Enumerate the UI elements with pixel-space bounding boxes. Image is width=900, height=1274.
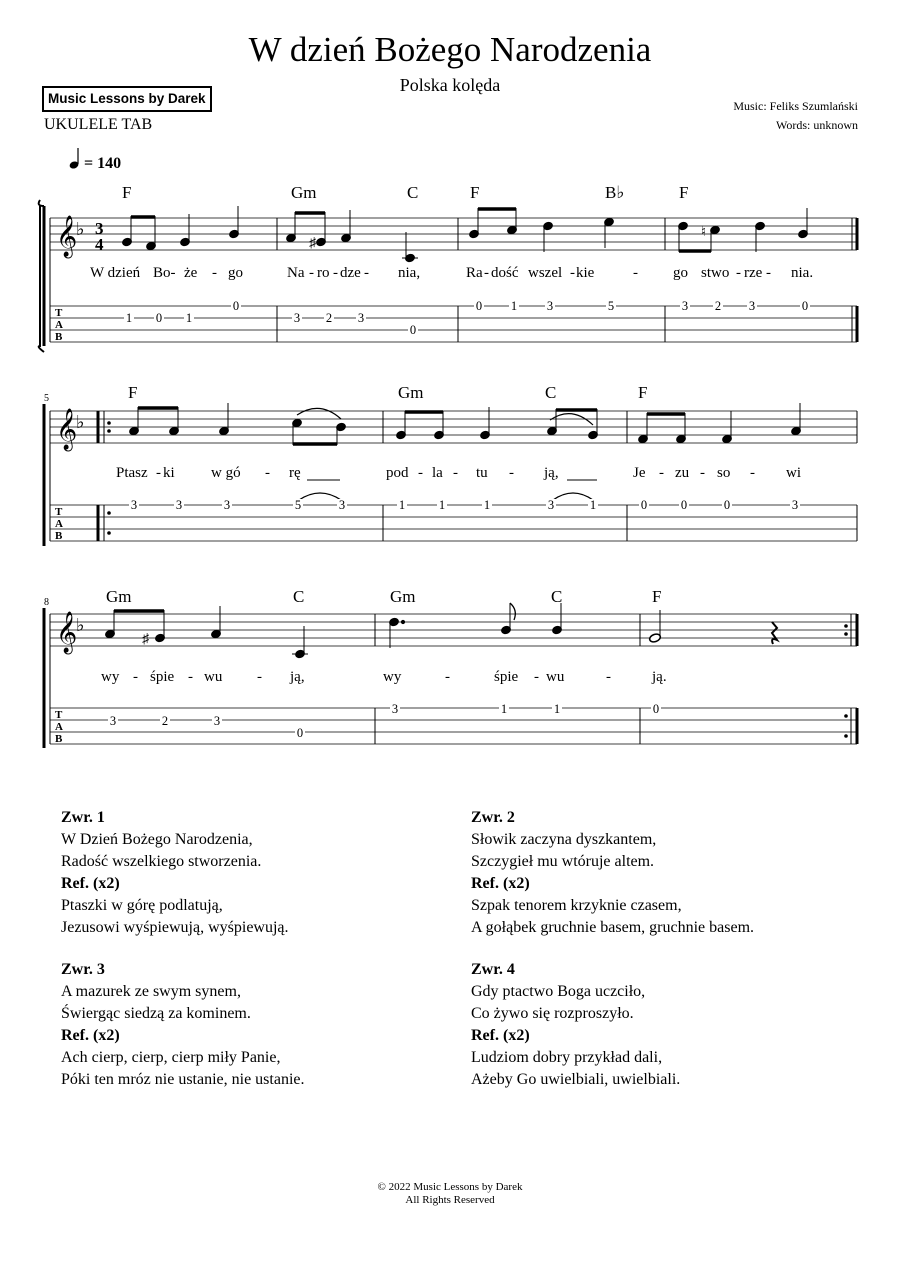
refrain-label: Ref. (x2) bbox=[61, 875, 120, 892]
verse-line: Szczygieł mu wtóruje altem. bbox=[471, 853, 655, 870]
lyric: - bbox=[309, 265, 314, 281]
verse-label: Zwr. 2 bbox=[471, 809, 515, 826]
lyric: - bbox=[445, 669, 450, 685]
tab-fret: 1 bbox=[589, 498, 597, 512]
lyric: - bbox=[700, 465, 705, 481]
lyric: - bbox=[484, 265, 489, 281]
tab-fret: 0 bbox=[652, 702, 660, 716]
tab-fret: 5 bbox=[294, 498, 302, 512]
brand-label: Music Lessons by Darek bbox=[42, 86, 212, 112]
tab-fret: 1 bbox=[398, 498, 406, 512]
verse-2 bbox=[471, 807, 754, 939]
lyric: - bbox=[418, 465, 423, 481]
tab-fret: 0 bbox=[409, 323, 417, 337]
treble-clef-icon: 𝄞 bbox=[56, 216, 78, 256]
lyric: wszel bbox=[528, 265, 563, 281]
tab-fret: 0 bbox=[680, 498, 688, 512]
chord: Gm bbox=[390, 587, 416, 606]
lyric: - bbox=[570, 265, 575, 281]
lyric: pod bbox=[386, 465, 409, 481]
tab-fret: 3 bbox=[791, 498, 799, 512]
lyric: ro bbox=[317, 265, 330, 281]
refrain-line: Póki ten mróz nie ustanie, nie ustanie. bbox=[61, 1071, 305, 1088]
refrain-label: Ref. (x2) bbox=[471, 875, 530, 892]
notes-system-1 bbox=[122, 206, 809, 263]
music-credit: Music: Feliks Szumlański bbox=[733, 99, 858, 113]
tab-fret: 3 bbox=[223, 498, 231, 512]
svg-text:♯: ♯ bbox=[309, 236, 316, 251]
lyric: śpie bbox=[494, 669, 519, 685]
tab-fret: 1 bbox=[483, 498, 491, 512]
tab-fret: 1 bbox=[125, 311, 133, 325]
lyric: - bbox=[212, 265, 217, 281]
tempo-text: = 140 bbox=[84, 155, 122, 172]
lyric: wu bbox=[204, 669, 223, 685]
chord: F bbox=[128, 383, 138, 402]
chord: Gm bbox=[398, 383, 424, 402]
copyright-text: © 2022 Music Lessons by Darek bbox=[377, 1181, 523, 1193]
lyric: - bbox=[133, 669, 138, 685]
tab-fret: 3 bbox=[681, 299, 689, 313]
verse-4 bbox=[471, 959, 680, 1091]
tab-fret: 3 bbox=[546, 299, 554, 313]
tab-fret: 2 bbox=[161, 714, 169, 728]
tab-fret: 3 bbox=[175, 498, 183, 512]
tab-fret: 3 bbox=[109, 714, 117, 728]
lyric: wy bbox=[383, 669, 402, 685]
svg-text:B: B bbox=[55, 733, 63, 745]
lyric: go bbox=[228, 265, 243, 281]
lyric: wi bbox=[786, 465, 801, 481]
tab-fret: 3 bbox=[338, 498, 346, 512]
lyric: - bbox=[188, 669, 193, 685]
lyric: la bbox=[432, 465, 443, 481]
lyric: nia. bbox=[791, 265, 814, 281]
chord: Gm bbox=[106, 587, 132, 606]
refrain-line: Ptaszki w górę podlatują, bbox=[61, 897, 223, 914]
chord: F bbox=[679, 183, 689, 202]
measure-number: 8 bbox=[44, 597, 49, 608]
verse-label: Zwr. 4 bbox=[471, 961, 515, 978]
system-2 bbox=[44, 383, 857, 546]
system-1 bbox=[39, 183, 857, 352]
refrain-label: Ref. (x2) bbox=[471, 1027, 530, 1044]
lyric: - bbox=[633, 265, 638, 281]
verse-line: Słowik zaczyna dyszkantem, bbox=[471, 831, 657, 848]
lyric: - bbox=[766, 265, 771, 281]
chord: C bbox=[407, 183, 419, 202]
chord: C bbox=[293, 587, 305, 606]
verse-line: Co żywo się rozproszyło. bbox=[471, 1005, 634, 1022]
lyric: zu bbox=[675, 465, 690, 481]
svg-text:T: T bbox=[55, 709, 63, 721]
tab-fret: 3 bbox=[293, 311, 301, 325]
svg-text:B: B bbox=[55, 530, 63, 542]
page-subtitle: Polska kolęda bbox=[399, 75, 501, 95]
tab-fret: 2 bbox=[325, 311, 333, 325]
tab-fret: 3 bbox=[547, 498, 555, 512]
words-credit: Words: unknown bbox=[775, 118, 858, 132]
lyric: ją, bbox=[544, 465, 559, 481]
tab-fret: 1 bbox=[553, 702, 561, 716]
tab-fret: 5 bbox=[607, 299, 615, 313]
chord: F bbox=[470, 183, 480, 202]
lyric: wu bbox=[546, 669, 565, 685]
refrain-line: Jezusowi wyśpiewują, wyśpiewują. bbox=[61, 919, 289, 936]
flat-key-icon: ♭ bbox=[76, 615, 85, 635]
refrain-label: Ref. (x2) bbox=[61, 1027, 120, 1044]
lyric: dość bbox=[491, 265, 519, 281]
refrain-line: Ażeby Go uwielbiali, uwielbiali. bbox=[471, 1071, 681, 1088]
tab-fret: 1 bbox=[500, 702, 508, 716]
treble-clef-icon: 𝄞 bbox=[56, 409, 78, 449]
footer bbox=[0, 1181, 900, 1207]
time-sig-bottom: 4 bbox=[95, 235, 104, 254]
chord: C bbox=[545, 383, 557, 402]
tab-fret: 0 bbox=[296, 726, 304, 740]
lyric: śpie bbox=[150, 669, 175, 685]
lyric: w gó bbox=[211, 465, 241, 481]
tab-fret: 1 bbox=[185, 311, 193, 325]
tab-clef-b: B bbox=[55, 331, 63, 343]
notes-system-2 bbox=[129, 403, 802, 445]
lyric: stwo bbox=[701, 265, 730, 281]
lyric: - bbox=[509, 465, 514, 481]
tab-fret: 3 bbox=[748, 299, 756, 313]
tab-fret: 2 bbox=[714, 299, 722, 313]
chord: F bbox=[638, 383, 648, 402]
tab-fret: 0 bbox=[723, 498, 731, 512]
verse-line: W Dzień Bożego Narodzenia, bbox=[61, 831, 253, 848]
lyric: Ptasz bbox=[116, 465, 148, 481]
svg-text:A: A bbox=[55, 721, 63, 733]
lyric: - bbox=[453, 465, 458, 481]
lyric: - bbox=[750, 465, 755, 481]
tab-fret: 1 bbox=[438, 498, 446, 512]
lyric: so bbox=[717, 465, 731, 481]
lyric: - bbox=[364, 265, 369, 281]
lyric: - bbox=[333, 265, 338, 281]
chord: C bbox=[551, 587, 563, 606]
lyric: - bbox=[257, 669, 262, 685]
tab-fret: 3 bbox=[391, 702, 399, 716]
tab-fret: 0 bbox=[475, 299, 483, 313]
lyric: - bbox=[736, 265, 741, 281]
system-3 bbox=[44, 587, 857, 748]
lyric: ją, bbox=[290, 669, 305, 685]
svg-text:T: T bbox=[55, 506, 63, 518]
notes-system-3 bbox=[105, 603, 777, 659]
treble-clef-icon: 𝄞 bbox=[56, 612, 78, 652]
verse-label: Zwr. 1 bbox=[61, 809, 105, 826]
svg-text:♯: ♯ bbox=[142, 632, 149, 647]
svg-text:♮: ♮ bbox=[701, 225, 707, 240]
lyric: ją. bbox=[652, 669, 667, 685]
time-sig-top: 3 bbox=[95, 219, 104, 238]
verse-line: Radość wszelkiego stworzenia. bbox=[61, 853, 262, 870]
flat-key-icon: ♭ bbox=[76, 412, 85, 432]
refrain-line: Szpak tenorem krzyknie czasem, bbox=[471, 897, 682, 914]
tab-fret: 0 bbox=[640, 498, 648, 512]
measure-number: 5 bbox=[44, 393, 49, 404]
lyric: go bbox=[673, 265, 688, 281]
chord: B♭ bbox=[605, 183, 625, 202]
lyric: W dzień bbox=[90, 265, 141, 281]
tab-fret: 3 bbox=[213, 714, 221, 728]
chord: F bbox=[122, 183, 132, 202]
lyric: dze bbox=[340, 265, 361, 281]
verse-3 bbox=[61, 959, 305, 1091]
refrain-line: Ach cierp, cierp, cierp miły Panie, bbox=[61, 1049, 281, 1066]
tab-fret: 3 bbox=[130, 498, 138, 512]
lyric: - bbox=[606, 669, 611, 685]
tab-fret: 0 bbox=[801, 299, 809, 313]
lyric: że bbox=[184, 265, 198, 281]
lyric: nia, bbox=[398, 265, 421, 281]
lyric: tu bbox=[476, 465, 488, 481]
verse-1 bbox=[61, 807, 289, 939]
verse-line: A mazurek ze swym synem, bbox=[61, 983, 241, 1000]
page-title: W dzień Bożego Narodzenia bbox=[248, 30, 652, 69]
lyric: - bbox=[156, 465, 161, 481]
tab-clef-t: T bbox=[55, 307, 63, 319]
chord: F bbox=[652, 587, 662, 606]
refrain-line: A gołąbek gruchnie basem, gruchnie basem. bbox=[471, 919, 755, 936]
tempo-mark bbox=[69, 148, 122, 172]
flat-key-icon: ♭ bbox=[76, 219, 85, 239]
verse-label: Zwr. 3 bbox=[61, 961, 105, 978]
tab-fret: 3 bbox=[357, 311, 365, 325]
lyric: ki bbox=[163, 465, 175, 481]
rights-text: All Rights Reserved bbox=[405, 1194, 495, 1206]
lyric: Bo- bbox=[153, 265, 176, 281]
tab-fret: 0 bbox=[232, 299, 240, 313]
verse-line: Świergąc siedzą za kominem. bbox=[61, 1005, 251, 1022]
lyric: Na bbox=[287, 265, 305, 281]
tab-fret: 0 bbox=[155, 311, 163, 325]
refrain-line: Ludziom dobry przykład dali, bbox=[471, 1049, 663, 1066]
lyric: Ra bbox=[466, 265, 483, 281]
verse-line: Gdy ptactwo Boga uczciło, bbox=[471, 983, 646, 1000]
lyric: - bbox=[534, 669, 539, 685]
tab-clef-a: A bbox=[55, 319, 63, 331]
tab-fret: 1 bbox=[510, 299, 518, 313]
lyric: rze bbox=[744, 265, 763, 281]
svg-text:A: A bbox=[55, 518, 63, 530]
chord: Gm bbox=[291, 183, 317, 202]
lyric: Je bbox=[633, 465, 646, 481]
lyric: wy bbox=[101, 669, 120, 685]
quarter-rest-icon bbox=[772, 622, 777, 644]
lyric: rę bbox=[289, 465, 301, 481]
lyric: - bbox=[659, 465, 664, 481]
lyric: kie bbox=[576, 265, 595, 281]
instrument-label: UKULELE TAB bbox=[44, 116, 153, 133]
lyric: - bbox=[265, 465, 270, 481]
